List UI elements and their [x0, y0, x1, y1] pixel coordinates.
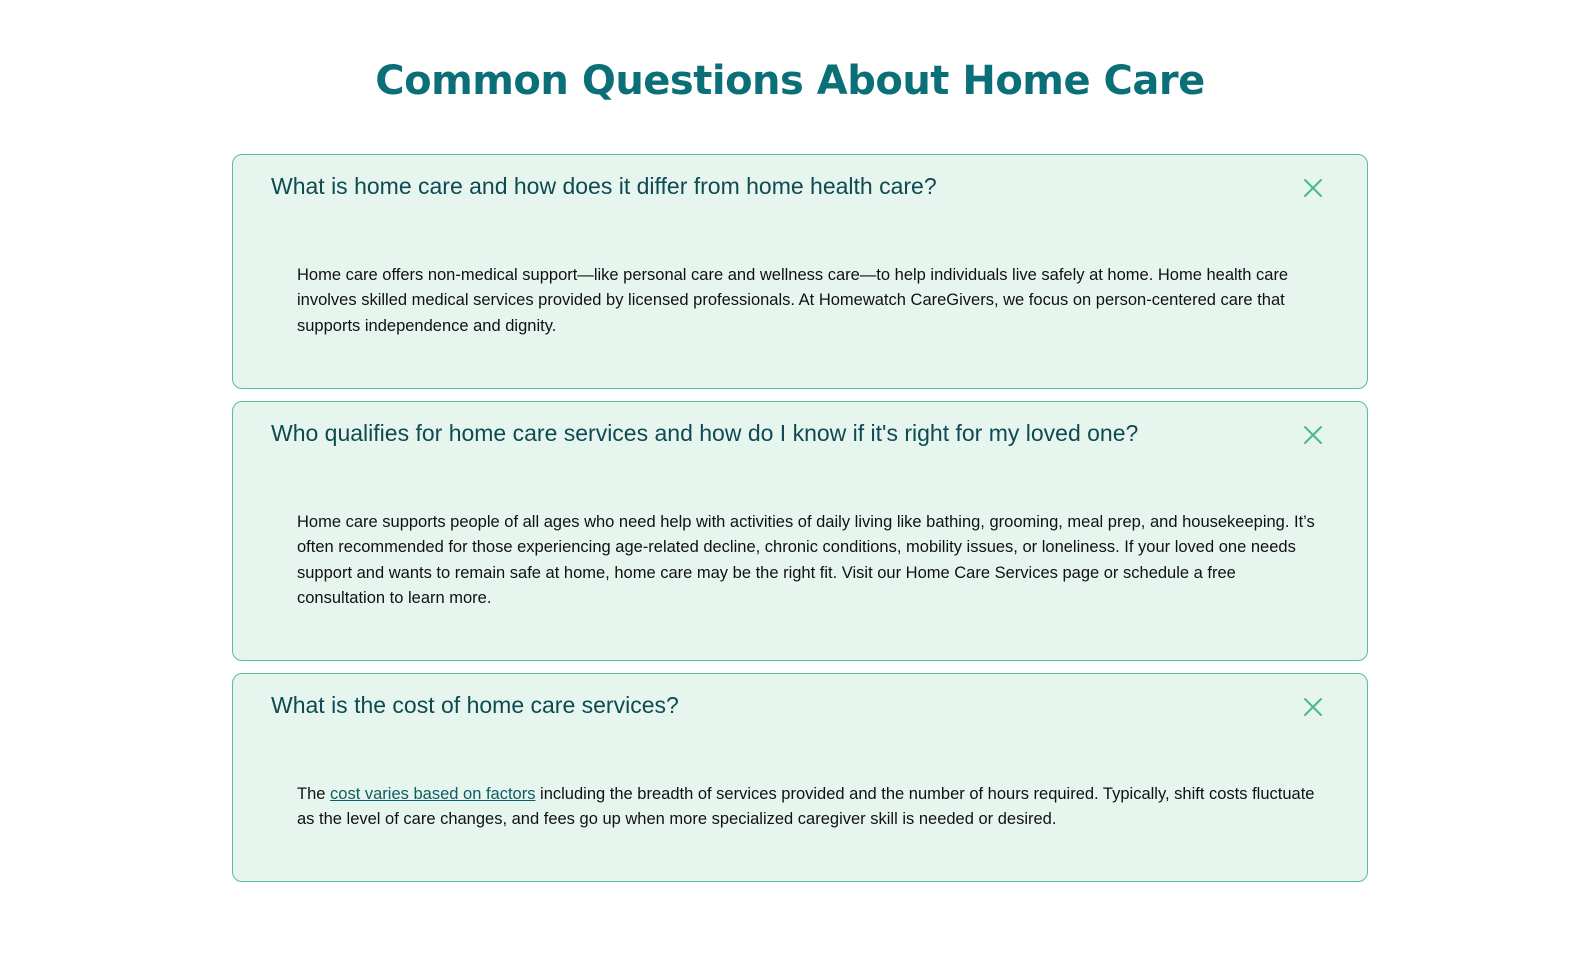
faq-item	[232, 401, 1368, 661]
faq-answer	[297, 782, 1317, 833]
faq-item	[232, 154, 1368, 389]
answer-text-prefix: The	[297, 785, 331, 803]
faq-answer: Home care offers non-medical support—like personal care and wellness care—to help individuals live safely at home. Home health care involves skilled medical services provided by licensed professionals. At Homewatch CareGivers, we focus on person-centered care that supports independence and dignity.	[297, 266, 1289, 335]
faq-list	[232, 154, 1368, 894]
close-icon[interactable]	[1303, 178, 1323, 198]
faq-answer: Home care supports people of all ages who need help with activities of daily living like bathing, grooming, meal prep, and housekeeping. It’s often recommended for those experiencing age-related decline, chronic conditions, mobility issues, or loneliness. If your loved one needs support and wants to remain safe at home, home care may be the right fit. Visit our Home Care Services page or schedule a free consultation to learn more.	[297, 513, 1315, 607]
answer-text-suffix: including the breadth of services provided and the number of hours required. Typically, shift costs fluctuate as the level of care changes, and fees go up when more specialized caregiver skill is needed or desired.	[297, 785, 1315, 829]
faq-question[interactable]: What is home care and how does it differ from home health care?	[271, 173, 937, 199]
cost-factors-link[interactable]: cost varies based on factors	[330, 785, 536, 803]
faq-question[interactable]: Who qualifies for home care services and how do I know if it's right for my loved one?	[271, 420, 1139, 446]
close-icon[interactable]	[1303, 425, 1323, 445]
faq-question[interactable]: What is the cost of home care services?	[271, 692, 679, 718]
faq-item	[232, 673, 1368, 882]
close-icon[interactable]	[1303, 697, 1323, 717]
page-title: Common Questions About Home Care	[375, 58, 1205, 104]
